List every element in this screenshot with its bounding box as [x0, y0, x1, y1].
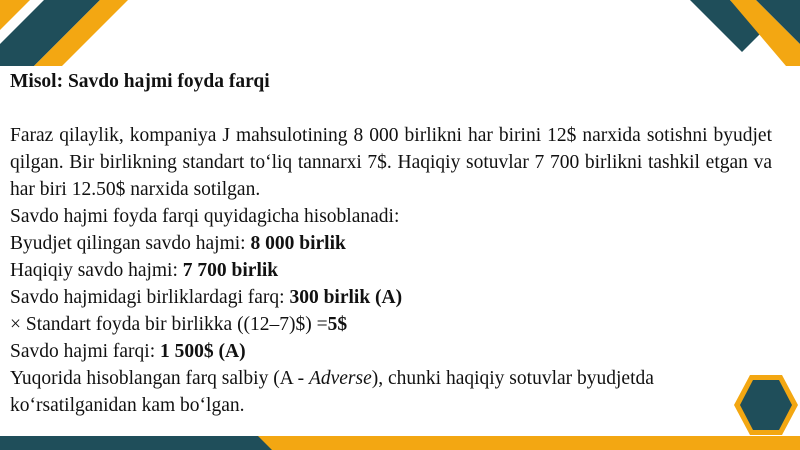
standard-profit-line: [10, 311, 772, 338]
conclusion-text-after: ), chunki haqiqiy sotuvlar byudjetda ko‘rsatilganidan kam bo‘lgan.: [10, 368, 654, 416]
unit-difference-line: [10, 284, 772, 311]
volume-variance-label: Savdo hajmi farqi:: [10, 341, 161, 362]
actual-volume-value: 7 700 birlik: [182, 260, 279, 281]
hexagon-badge-icon: [733, 374, 799, 436]
calc-intro-line: Savdo hajmi foyda farqi quyidagicha hisoblanadi:: [10, 206, 400, 227]
actual-volume-line: [10, 257, 772, 284]
standard-profit-label: × Standart foyda bir birlikka ((12–7)$) =: [10, 314, 328, 335]
budgeted-volume-line: [10, 230, 772, 257]
slide-content: [10, 68, 772, 419]
standard-profit-value: 5$: [327, 314, 348, 335]
corner-stripes-top-left: [0, 0, 130, 66]
actual-volume-label: Haqiqiy savdo hajmi:: [10, 260, 183, 281]
budgeted-volume-value: 8 000 birlik: [250, 233, 346, 254]
unit-difference-value: 300 birlik (A): [289, 287, 403, 308]
conclusion-text-before: Yuqorida hisoblangan farq salbiy (A -: [10, 368, 309, 389]
volume-variance-line: [10, 338, 772, 365]
conclusion-paragraph: [10, 365, 772, 419]
bottom-stripe-bar: [0, 436, 800, 450]
unit-difference-label: Savdo hajmidagi birliklardagi farq:: [10, 287, 290, 308]
intro-paragraph: Faraz qilaylik, kompaniya J mahsulotining 8 000 birlikni har birini 12$ narxida sotishni byudjet qilgan. Bir birlikning standart to‘liq tannarxi 7$. Haqiqiy sotuvlar 7 700 birlikni tashkil etgan va har biri 12.50$ narxida sotilgan.: [10, 125, 772, 200]
volume-variance-value: 1 500$ (A): [160, 341, 246, 362]
slide-title: Misol: Savdo hajmi foyda farqi: [10, 71, 270, 92]
conclusion-italic-term: Adverse: [308, 368, 372, 389]
corner-stripes-top-right: [690, 0, 800, 66]
budgeted-volume-label: Byudjet qilingan savdo hajmi:: [10, 233, 251, 254]
